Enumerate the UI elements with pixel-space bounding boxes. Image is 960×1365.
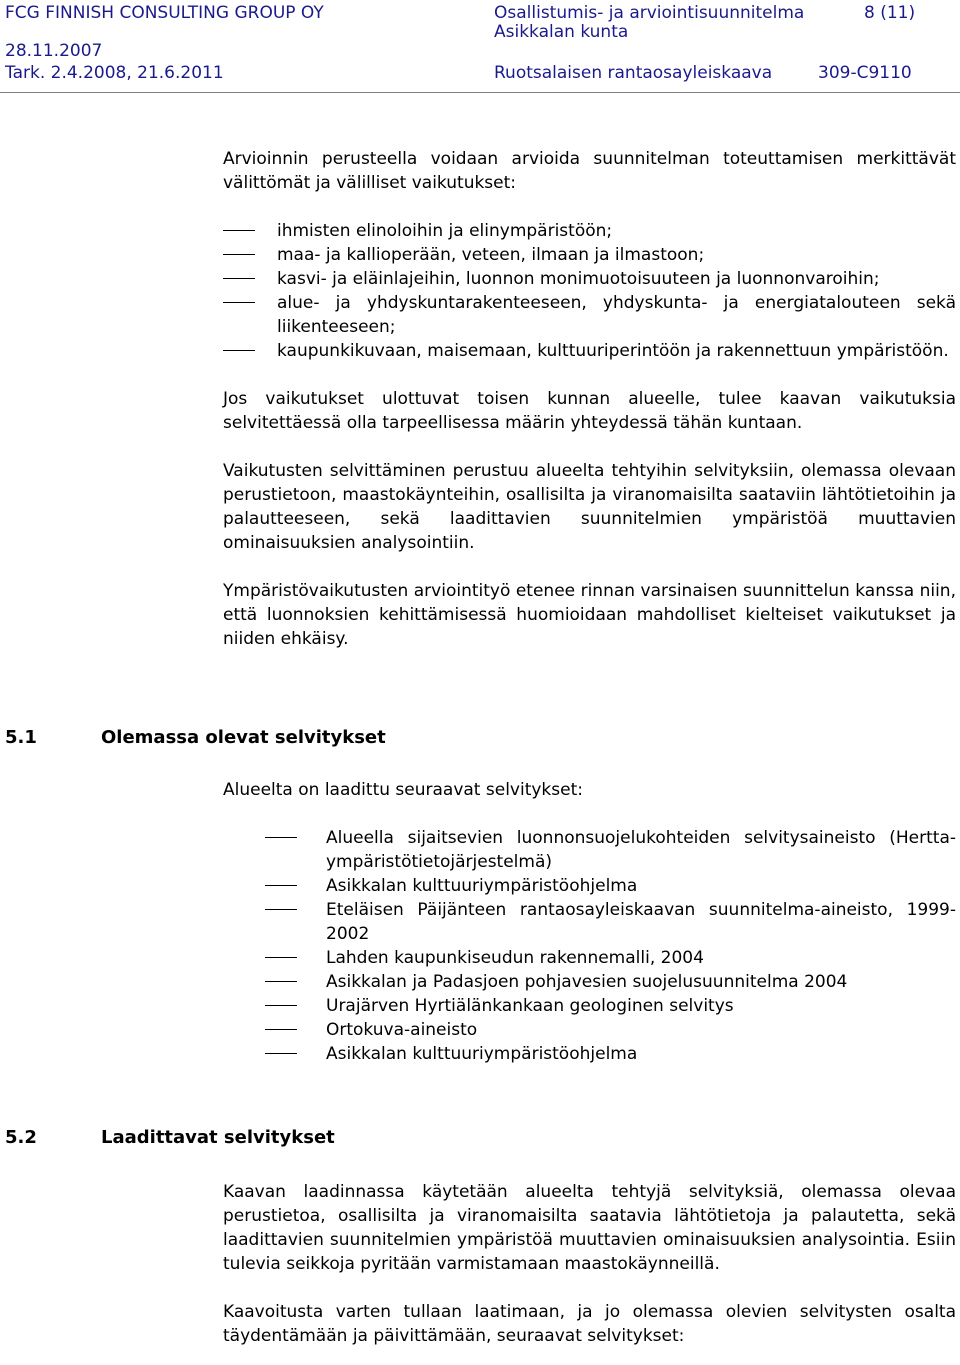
dash-bullet [265,981,297,982]
section-title: Laadittavat selvitykset [101,1127,335,1148]
list-item: Alueella sijaitsevien luonnonsuojelukohteiden selvitysaineisto (Hertta-ympäristötietojärjestelmä) [223,826,956,874]
dash-bullet [223,350,255,351]
project-name: Ruotsalaisen rantaosayleiskaava [494,63,773,83]
page-number: 8 (11) [864,3,916,23]
dash-bullet [223,254,255,255]
dash-bullet [265,885,297,886]
list-item: ihmisten elinoloihin ja elinympäristöön; [223,219,956,243]
page-header [0,0,960,96]
main-content [223,147,956,651]
project-code: 309-C9110 [818,63,912,83]
dash-bullet [223,302,255,303]
dash-bullet [223,278,255,279]
body-paragraph: Ympäristövaikutusten arviointityö etenee rinnan varsinaisen suunnittelun kanssa niin, että luonnoksien kehittämisessä huomioidaan mahdolliset kielteiset vaikutukset ja niiden ehkäisy. [223,581,956,649]
section-lead: Alueelta on laadittu seuraavat selvitykset: [223,780,583,800]
section-heading-5-1 [5,726,386,750]
list-item: maa- ja kallioperään, veteen, ilmaan ja ilmastoon; [223,243,956,267]
existing-studies-list [223,826,956,1066]
section-title: Olemassa olevat selvitykset [101,727,386,748]
revision-dates: Tark. 2.4.2008, 21.6.2011 [5,63,224,83]
list-item: kasvi- ja eläinlajeihin, luonnon monimuotoisuuteen ja luonnonvaroihin; [223,267,956,291]
dash-bullet [265,1053,297,1054]
dash-bullet [265,837,297,838]
document-title: Osallistumis- ja arviointisuunnitelma [494,3,805,23]
list-item: Asikkalan kulttuuriympäristöohjelma [223,874,956,898]
impact-list [223,219,956,363]
intro-paragraph: Arvioinnin perusteella voidaan arvioida suunnitelman toteuttamisen merkittävät välittömät ja välilliset vaikutukset: [223,149,956,193]
list-item: alue- ja yhdyskuntarakenteeseen, yhdyskunta- ja energiatalouteen sekä liikenteeseen; [223,291,956,339]
header-divider [0,92,960,93]
list-item: Lahden kaupunkiseudun rakennemalli, 2004 [223,946,956,970]
dash-bullet [265,909,297,910]
body-paragraph: Vaikutusten selvittäminen perustuu alueelta tehtyihin selvityksiin, olemassa olevaan perustietoon, maastokäynteihin, osallisilta ja viranomaisilta saataviin lähtötietoihin ja palautteeseen, sekä laadittavien suunnitelmien ympäristöä muuttavien ominaisuuksien analysointiin. [223,461,956,553]
section-5-2-body [223,1180,956,1348]
list-item: Urajärven Hyrtiälänkankaan geologinen selvitys [223,994,956,1018]
section-5-1-body [223,778,956,1066]
body-paragraph: Kaavan laadinnassa käytetään alueelta tehtyjä selvityksiä, olemassa olevaa perustietoa, osallisilta ja viranomaisilta saatavia lähtötietoja ja palautetta, sekä laadittavien suunnitelmien ympäristöä muuttavien ominaisuuksien analysointia. Esiin tulevia seikkoja pyritään varmistamaan maastokäynneillä. [223,1182,956,1274]
list-item: kaupunkikuvaan, maisemaan, kulttuuriperintöön ja rakennettuun ympäristöön. [223,339,956,363]
company-name: FCG FINNISH CONSULTING GROUP OY [5,3,324,23]
dash-bullet [265,1005,297,1006]
dash-bullet [223,230,255,231]
document-date: 28.11.2007 [5,41,103,61]
body-paragraph: Jos vaikutukset ulottuvat toisen kunnan alueelle, tulee kaavan vaikutuksia selvitettäessä olla tarpeellisessa määrin yhteydessä tähän kuntaan. [223,389,956,433]
body-paragraph: Kaavoitusta varten tullaan laatimaan, ja jo olemassa olevien selvitysten osalta täydentämään ja päivittämään, seuraavat selvitykset: [223,1302,956,1346]
section-heading-5-2 [5,1126,335,1150]
list-item: Asikkalan ja Padasjoen pohjavesien suojelusuunnitelma 2004 [223,970,956,994]
section-number: 5.2 [5,1127,37,1148]
dash-bullet [265,957,297,958]
list-item: Eteläisen Päijänteen rantaosayleiskaavan suunnitelma-aineisto, 1999-2002 [223,898,956,946]
list-item: Asikkalan kulttuuriympäristöohjelma [223,1042,956,1066]
list-item: Ortokuva-aineisto [223,1018,956,1042]
dash-bullet [265,1029,297,1030]
municipality: Asikkalan kunta [494,22,629,42]
section-number: 5.1 [5,727,37,748]
